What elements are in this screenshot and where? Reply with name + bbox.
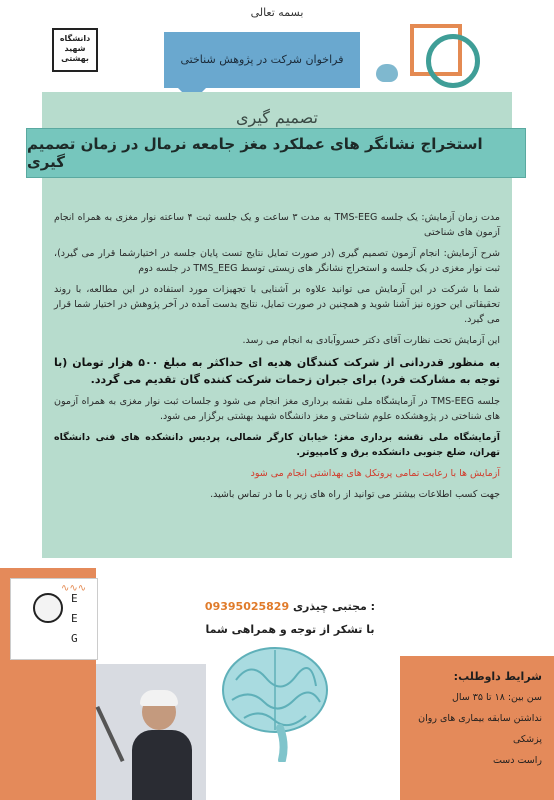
conditions-box <box>400 656 554 800</box>
address-text: آزمایشگاه ملی نقشه برداری مغز: خیابان کارگر شمالی، پردیس دانشکده های فنی دانشگاه تهران، ضلع جنوبی دانشکده برق و کامپیوتر. <box>54 432 500 458</box>
brain-illustration <box>216 640 334 762</box>
condition-item: سن بین: ۱۸ تا ۳۵ سال <box>452 692 542 703</box>
content-body <box>54 210 500 508</box>
condition-item: راست دست <box>492 755 542 766</box>
benefit-text: شما با شرکت در این آزمایش می توانید علاوه بر آشنایی با تجهیزات مورد استفاده در این مطالعه، با روند تحقیقاتی این حوزه نیز آشنا شوید و همچنین در صورت تمایل، نتایج بدست آمده در آخر پژوهش در اختیار شما قرار می گیرد. <box>54 284 500 325</box>
subtitle: تصمیم گیری <box>236 108 318 127</box>
small-brain-icon <box>376 64 398 82</box>
bismillah-text: بسمه تعالی <box>250 6 304 19</box>
contact-name: : مجتبی چیذری <box>292 600 376 613</box>
description-text: شرح آزمایش: انجام آزمون تصمیم گیری (در صورت تمایل نتایج تست پایان جلسه در اختیارشما قرار می گیرد)، ثبت نوار مغزی در یک جلسه و استخراج نشانگر های زیستی توسط TMS_EEG در جلسه دوم <box>54 248 500 274</box>
eeg-illustration <box>10 578 98 660</box>
brainwave-icon: ∿∿∿ <box>61 583 87 594</box>
supervision-text: این آزمایش تحت نظارت آقای دکتر خسروآبادی به انجام می رسد. <box>242 335 500 346</box>
info-text: جهت کسب اطلاعات بیشتر می توانید از راه های زیر با ما در تماس باشید. <box>210 489 500 500</box>
title-box <box>26 128 526 178</box>
eeg-cap-shape <box>140 690 178 706</box>
university-logo: دانشگاه شهید بهشتی <box>52 28 98 72</box>
phone-number[interactable]: 09395025829 <box>204 600 290 613</box>
page-title: استخراج نشانگر های عملکرد مغز جامعه نرمال در زمان تصمیم گیری <box>27 135 483 171</box>
condition-item: نداشتن سابقه بیماری های روان پزشکی <box>418 713 542 745</box>
eeg-label <box>71 589 78 649</box>
participant-body-shape <box>132 730 192 800</box>
contact-block <box>200 600 380 636</box>
call-banner: فراخوان شرکت در پژوهش شناختی <box>164 32 360 88</box>
health-notice: آزمایش ها با رعایت تمامی پروتکل های بهداشتی انجام می شود <box>250 468 500 479</box>
sessions-text: جلسه TMS-EEG در آزمایشگاه ملی نقشه برداری مغز انجام می شود و جلسات ثبت نوار مغزی به همراه آزمون های شناختی در پژوهشکده علوم شناختی و مغز دانشگاه شهید بهشتی برگزار می شود. <box>54 396 500 422</box>
reward-text: به منظور قدردانی از شرکت کنندگان هدیه ای حداکثر به مبلغ ۵۰۰ هزار تومان (با توجه به مشارکت فرد) برای جبران زحمات شرکت کننده گان تقدیم می گردد. <box>54 356 500 386</box>
eeg-participant-photo <box>96 664 206 800</box>
contact-line <box>200 600 380 613</box>
duration-text: مدت زمان آزمایش: یک جلسه TMS-EEG به مدت ۳ ساعت و یک جلسه ثبت ۴ ساعته نوار مغزی به همراه انجام آزمون های شناختی <box>54 212 500 238</box>
teal-circle-decoration <box>426 34 480 88</box>
conditions-heading: شرایط داوطلب: <box>453 670 542 683</box>
tms-arm-shape <box>96 706 125 762</box>
eeg-letter: E <box>71 612 78 625</box>
head-icon <box>33 593 63 623</box>
thanks-text: با تشکر از توجه و همراهی شما <box>205 623 375 636</box>
eeg-letter: G <box>71 632 78 645</box>
eeg-letter: E <box>71 592 78 605</box>
